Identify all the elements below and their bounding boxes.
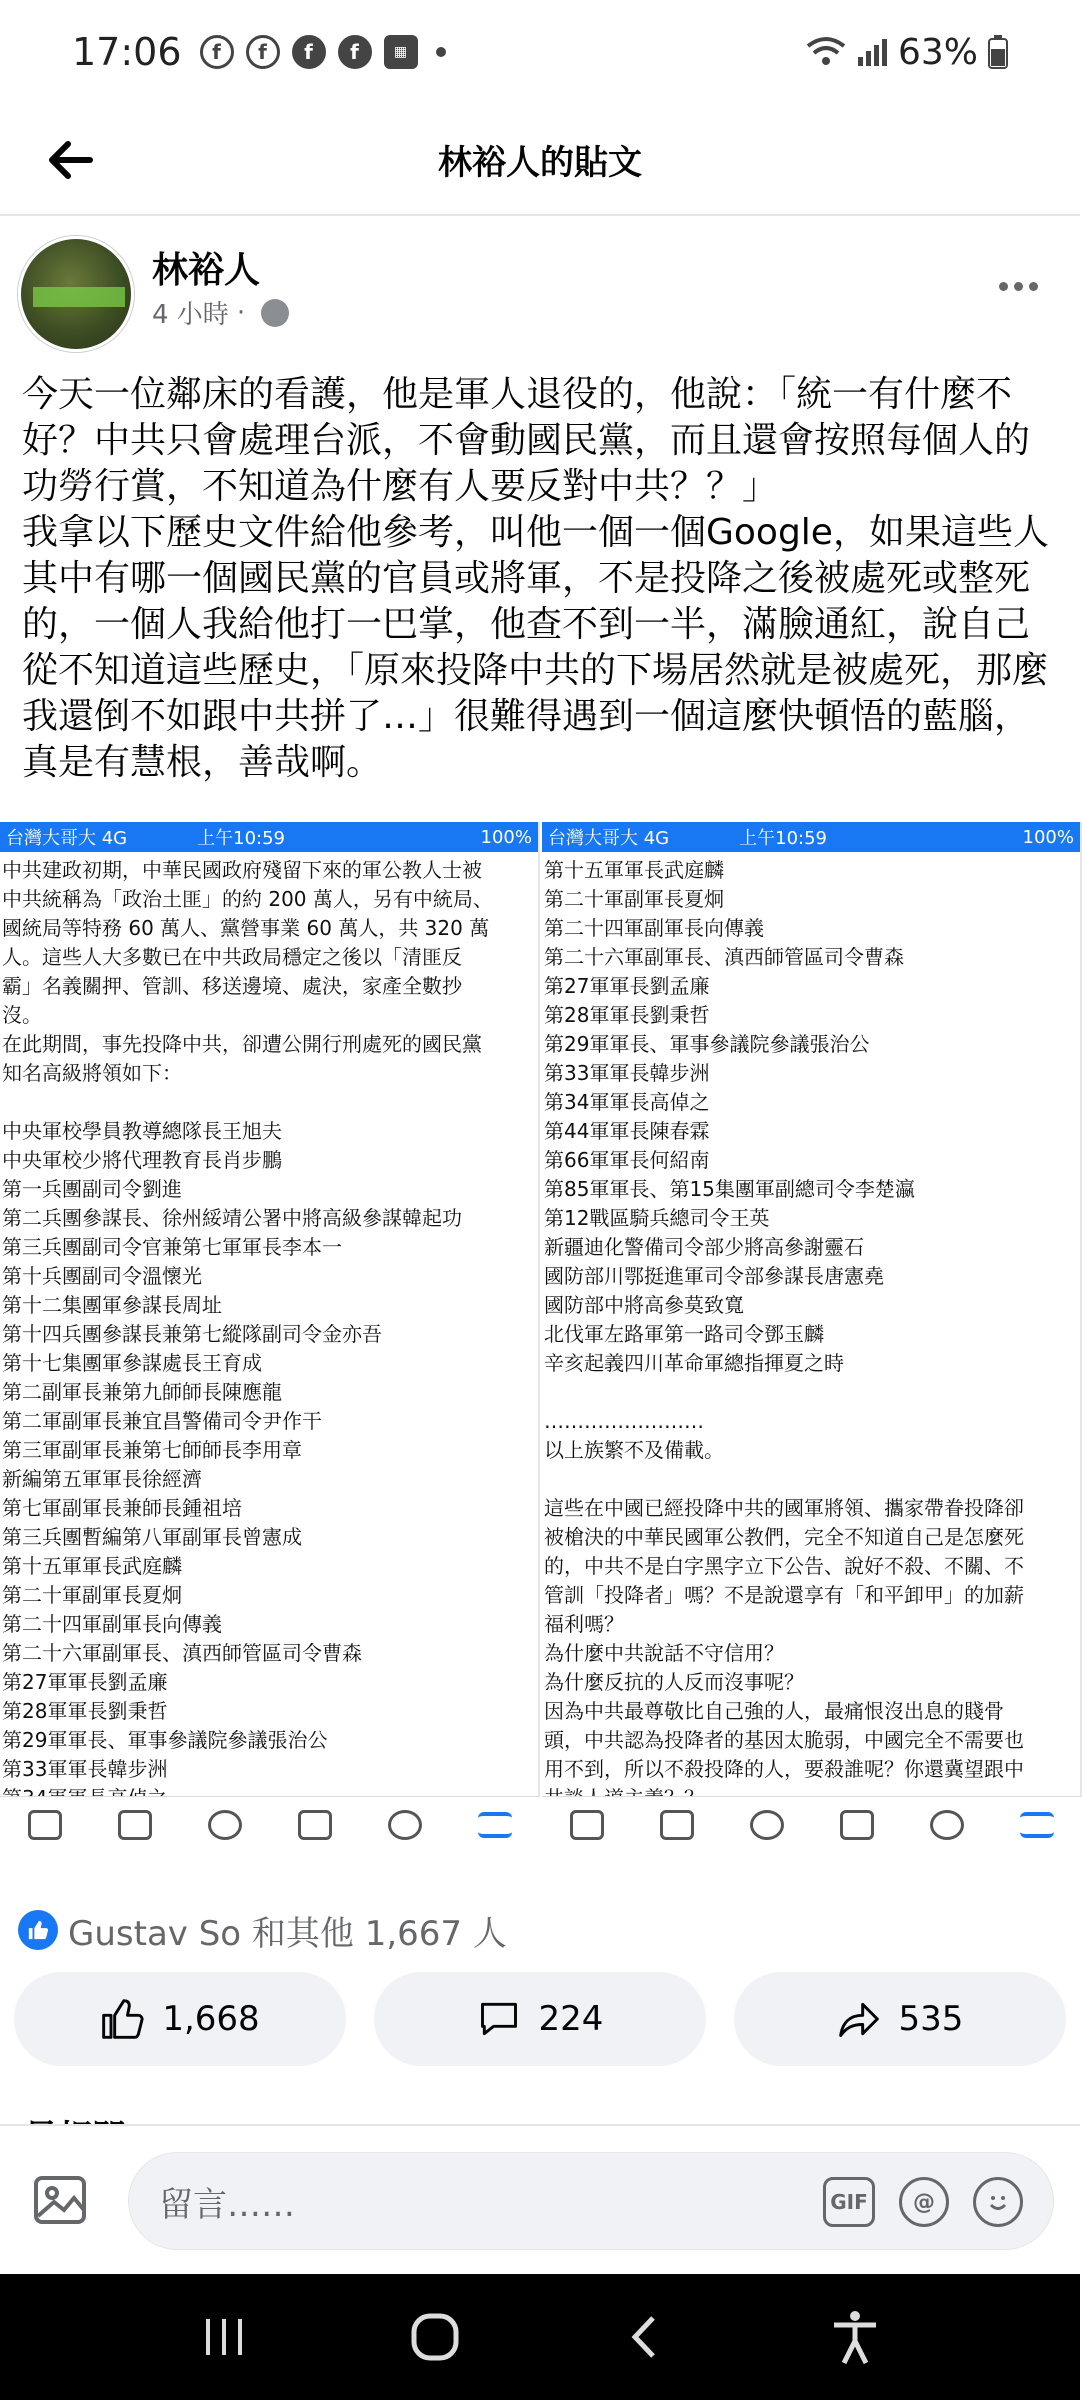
- emoji-icon[interactable]: [973, 2177, 1023, 2227]
- comment-tools: [823, 2177, 1023, 2227]
- image-text-line: 第二十六軍副軍長、滇西師管區司令曹森: [2, 1641, 362, 1665]
- image-text-line: 因為中共最尊敬比自己強的人，最痛恨沒出息的賤骨: [544, 1699, 1004, 1723]
- image-nav-bar: [542, 1796, 1082, 1852]
- share-count: 535: [898, 1999, 964, 2039]
- video-icon: [660, 1810, 694, 1840]
- image-text-line: 人。這些人大多數已在中共政局穩定之後以「清匪反: [2, 945, 462, 969]
- reactions-text: Gustav So 和其他 1,667 人: [68, 1913, 507, 1954]
- image-text-line: 第28軍軍長劉秉哲: [2, 1699, 168, 1723]
- post-image-1[interactable]: [0, 822, 540, 1852]
- thumbs-up-icon: [100, 1997, 144, 2041]
- dot-icon: [1014, 282, 1023, 291]
- post-header: [18, 232, 1062, 352]
- image-text-line: 國防部中將高參莫致寬: [544, 1293, 744, 1317]
- facebook-notification-icon: f: [246, 35, 280, 69]
- home-circle-icon: [408, 2310, 462, 2364]
- flag-icon: [840, 1810, 874, 1840]
- status-time: 17:06: [72, 30, 182, 74]
- comment-count: 224: [538, 1999, 604, 2039]
- image-text-line: 第44軍軍長陳春霖: [544, 1119, 710, 1143]
- more-notifications-dot-icon: [436, 47, 446, 57]
- image-carrier: 台灣大哥大 4G: [6, 828, 128, 849]
- like-count: 1,668: [162, 1999, 260, 2039]
- system-nav-bar: [0, 2274, 1080, 2400]
- image-text-line: 第三軍副軍長兼第七師師長李用章: [2, 1438, 302, 1462]
- avatar[interactable]: [18, 236, 134, 352]
- image-nav-bar: [0, 1796, 540, 1852]
- meta-separator: ·: [236, 297, 246, 328]
- comment-bar: [0, 2124, 1080, 2274]
- signal-icon: [856, 37, 888, 67]
- post-actions: [14, 1972, 1066, 2066]
- chevron-left-icon: [625, 2312, 665, 2362]
- image-text-line: 沒。: [2, 1003, 42, 1027]
- image-text-line: 為什麼反抗的人反而沒事呢？: [544, 1670, 804, 1694]
- image-text-line: 中共建政初期，中華民國政府殘留下來的軍公教人士被: [2, 858, 482, 882]
- image-text-line: 中央軍校少將代理教育長肖步鵬: [2, 1148, 282, 1172]
- back-system-button[interactable]: [615, 2307, 675, 2367]
- image-battery: 100%: [480, 826, 532, 848]
- image-text-line: 第29軍軍長、軍事參議院參議張治公: [544, 1032, 870, 1056]
- image-text-line: 國防部川鄂挺進軍司令部參謀長唐憲堯: [544, 1264, 884, 1288]
- image-text-line: 北伐軍左路軍第一路司令鄧玉麟: [544, 1322, 824, 1346]
- menu-icon: [478, 1812, 512, 1838]
- video-icon: [118, 1810, 152, 1840]
- battery-percent: 63%: [897, 31, 978, 73]
- image-text-line: [2, 1088, 538, 1117]
- image-text-line: 第27軍軍長劉孟廉: [2, 1670, 168, 1694]
- image-text-line: 第二軍副軍長兼宜昌警備司令尹作干: [2, 1409, 322, 1433]
- post-time[interactable]: 4 小時: [152, 300, 229, 330]
- comment-input[interactable]: [128, 2152, 1054, 2250]
- image-status-bar: [542, 822, 1080, 852]
- groups-icon: [750, 1810, 784, 1840]
- facebook-notification-icon: f: [200, 35, 234, 69]
- image-text-line: 第二副軍長兼第九師師長陳應龍: [2, 1380, 282, 1404]
- wifi-icon: [806, 36, 846, 68]
- image-text-line: 以上族繁不及備載。: [544, 1438, 724, 1462]
- bell-icon: [930, 1810, 964, 1840]
- page-title: 林裕人的貼文: [438, 142, 642, 183]
- comment-button[interactable]: [374, 1972, 706, 2066]
- image-text-line: 福利嗎？: [544, 1612, 624, 1636]
- image-carrier: 台灣大哥大 4G: [548, 828, 670, 849]
- like-button[interactable]: [14, 1972, 346, 2066]
- image-text-lines: [542, 852, 1080, 1813]
- image-text-line: 第二兵團參謀長、徐州綏靖公署中將高級參謀韓起功: [2, 1206, 462, 1230]
- post-image-2[interactable]: [542, 822, 1082, 1852]
- image-text-line: 知名高級將領如下：: [2, 1061, 182, 1085]
- image-text-line: 這些在中國已經投降中共的國軍將領、攜家帶眷投降卻: [544, 1496, 1024, 1520]
- image-text-line: 第十七集團軍參謀處長王育成: [2, 1351, 262, 1375]
- battery-icon: [988, 35, 1008, 69]
- image-text-line: ……………………: [544, 1409, 704, 1433]
- image-text-line: 頭，中共認為投降者的基因太脆弱，中國完全不需要也: [544, 1728, 1024, 1752]
- image-text-line: 新編第五軍軍長徐經濟: [2, 1467, 202, 1491]
- share-icon: [837, 1997, 881, 2041]
- image-text-line: 中央軍校學員教導總隊長王旭夫: [2, 1119, 282, 1143]
- image-text-line: 中共統稱為「政治土匪」的約 200 萬人，另有中統局、: [2, 887, 493, 911]
- post-meta: [152, 294, 289, 331]
- image-text-line: 第二十軍副軍長夏炯: [2, 1583, 182, 1607]
- share-button[interactable]: [734, 1972, 1066, 2066]
- dot-icon: [999, 282, 1008, 291]
- home-icon: [28, 1810, 62, 1840]
- image-text-line: 第12戰區騎兵總司令王英: [544, 1206, 770, 1230]
- image-text-line: 第十五軍軍長武庭麟: [544, 858, 724, 882]
- dot-icon: [1029, 282, 1038, 291]
- image-text-line: 第33軍軍長韓步洲: [544, 1061, 710, 1085]
- recent-apps-button[interactable]: [195, 2307, 255, 2367]
- image-text-lines: [0, 852, 538, 1813]
- image-text-line: 第十兵團副司令溫懷光: [2, 1264, 202, 1288]
- image-text-line: 辛亥起義四川革命軍總指揮夏之時: [544, 1351, 844, 1375]
- image-text-line: 第十二集團軍參謀長周址: [2, 1293, 222, 1317]
- image-text-line: 的，中共不是白字黑字立下公告、說好不殺、不關、不: [544, 1554, 1024, 1578]
- image-text-line: 第27軍軍長劉孟廉: [544, 974, 710, 998]
- image-text-line: 第一兵團副司令劉進: [2, 1177, 182, 1201]
- image-text-line: 第29軍軍長、軍事參議院參議張治公: [2, 1728, 328, 1752]
- home-button[interactable]: [405, 2307, 465, 2367]
- image-text-line: 霸」名義關押、管訓、移送邊境、處決，家產全數抄: [2, 974, 462, 998]
- image-text-line: 第十四兵團參謀長兼第七縱隊副司令金亦吾: [2, 1322, 382, 1346]
- notification-icons: [200, 35, 446, 69]
- image-text-line: [544, 1378, 1080, 1407]
- image-text-line: 新疆迪化警備司令部少將高參謝靈石: [544, 1235, 864, 1259]
- gif-button[interactable]: GIF: [823, 2177, 875, 2227]
- mention-icon[interactable]: @: [899, 2177, 949, 2227]
- photo-button[interactable]: [30, 2168, 94, 2232]
- like-reaction-icon: [18, 1910, 58, 1950]
- author-name[interactable]: 林裕人: [152, 250, 261, 291]
- facebook-notification-icon: f: [292, 35, 326, 69]
- accessibility-icon: [830, 2309, 880, 2365]
- image-text-line: 第66軍軍長何紹南: [544, 1148, 710, 1172]
- more-options-button[interactable]: [988, 268, 1048, 304]
- facebook-notification-icon: f: [338, 35, 372, 69]
- image-text-line: 第二十四軍副軍長向傳義: [544, 916, 764, 940]
- back-arrow-icon: [46, 140, 94, 180]
- post-body-text: 今天一位鄰床的看護，他是軍人退役的，他說：「統一有什麼不好？中共只會處理台派，不會動國民黨，而且還會按照每個人的功勞行賞，不知道為什麼有人要反對中共？？」 我拿以下歷史文件給他參考，叫他一個一個Google，如果這些人其中有哪一個國民黨的官員或將軍，不是投降之後被處死或整死的，一個人我給他打一巴掌，他查不到一半，滿臉通紅，說自己從不知道這些歷史，「原來投降中共的下場居然就是被處死，那麼我還倒不如跟中共拼了…」很難得遇到一個這麼快頓悟的藍腦，真是有慧根，善哉啊。: [22, 374, 1049, 783]
- reactions-summary[interactable]: [18, 1906, 507, 1954]
- app-header: [0, 104, 1080, 216]
- comment-placeholder: 留言……: [159, 2184, 295, 2225]
- image-text-line: 管訓「投降者」嗎？不是說還享有「和平卸甲」的加薪: [544, 1583, 1024, 1607]
- bell-icon: [388, 1810, 422, 1840]
- recent-apps-icon: [200, 2315, 250, 2359]
- app-notification-icon: ▦: [384, 35, 418, 69]
- photo-icon: [30, 2168, 94, 2232]
- image-text-line: [544, 1465, 1080, 1494]
- image-time: 上午10:59: [739, 828, 827, 849]
- image-text-line: 國統局等特務 60 萬人、黨營事業 60 萬人，共 320 萬: [2, 916, 490, 940]
- image-text-line: 第二十軍副軍長夏炯: [544, 887, 724, 911]
- image-text-line: 第二十六軍副軍長、滇西師管區司令曹森: [544, 945, 904, 969]
- image-text-line: 第三兵團暫編第八軍副軍長曾憲成: [2, 1525, 302, 1549]
- menu-icon: [1020, 1812, 1054, 1838]
- image-text-line: 為什麼中共說話不守信用？: [544, 1641, 784, 1665]
- globe-icon: [261, 299, 289, 327]
- image-text-line: 第33軍軍長韓步洲: [2, 1757, 168, 1781]
- groups-icon: [208, 1810, 242, 1840]
- image-text-line: 用不到，所以不殺投降的人，要殺誰呢？你還冀望跟中: [544, 1757, 1024, 1781]
- image-text-line: 第28軍軍長劉秉哲: [544, 1003, 710, 1027]
- home-icon: [570, 1810, 604, 1840]
- image-time: 上午10:59: [197, 828, 285, 849]
- image-status-bar: [0, 822, 538, 852]
- image-text-line: 被槍決的中華民國軍公教們，完全不知道自己是怎麼死: [544, 1525, 1024, 1549]
- flag-icon: [298, 1810, 332, 1840]
- image-text-line: 第十五軍軍長武庭麟: [2, 1554, 182, 1578]
- comment-icon: [477, 1997, 521, 2041]
- image-battery: 100%: [1022, 826, 1074, 848]
- image-text-line: 第85軍軍長、第15集團軍副總司令李楚瀛: [544, 1177, 915, 1201]
- status-bar: [0, 0, 1080, 104]
- image-text-line: 第七軍副軍長兼師長鍾祖培: [2, 1496, 242, 1520]
- image-text-line: 在此期間，事先投降中共，卻遭公開行刑處死的國民黨: [2, 1032, 482, 1056]
- image-text-line: 第三兵團副司令官兼第七軍軍長李本一: [2, 1235, 342, 1259]
- image-text-line: 第二十四軍副軍長向傳義: [2, 1612, 222, 1636]
- back-button[interactable]: [38, 128, 102, 192]
- post-images[interactable]: [0, 822, 1080, 1852]
- image-text-line: 第34軍軍長高倬之: [544, 1090, 710, 1114]
- accessibility-button[interactable]: [825, 2307, 885, 2367]
- status-right: [806, 32, 1008, 73]
